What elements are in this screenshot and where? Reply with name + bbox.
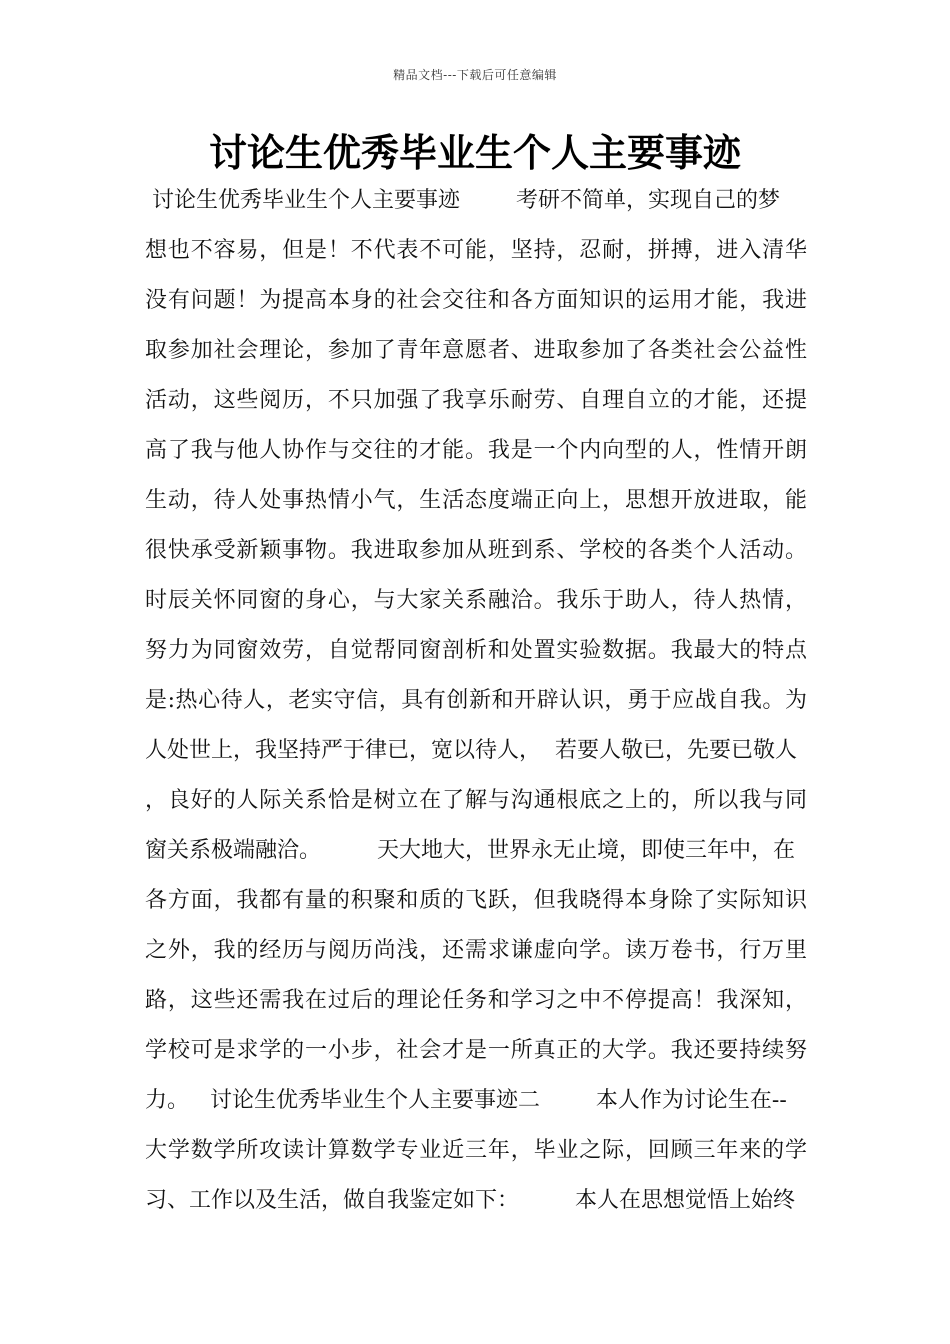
body-line: 力。 讨论生优秀毕业生个人主要事迹二 本人作为讨论生在-- <box>145 1088 787 1113</box>
body-line: 时辰关怀同窗的身心，与大家关系融洽。我乐于助人，待人热情， <box>145 588 807 613</box>
body-line: 人处世上，我坚持严于律已，宽以待人， 若要人敬已，先要已敬人 <box>145 738 797 763</box>
body-line: 窗关系极端融洽。 天大地大，世界永无止境，即使三年中，在 <box>145 838 795 863</box>
body-line: 活动，这些阅历，不只加强了我享乐耐劳、自理自立的才能，还提 <box>145 388 807 413</box>
body-line: 各方面，我都有量的积聚和质的飞跃，但我晓得本身除了实际知识 <box>145 888 807 913</box>
body-line: 没有问题！为提高本身的社会交往和各方面知识的运用才能，我进 <box>145 288 807 313</box>
body-line: 路，这些还需我在过后的理论任务和学习之中不停提高！我深知， <box>145 988 807 1013</box>
body-line: 很快承受新颖事物。我进取参加从班到系、学校的各类个人活动。 <box>145 538 807 563</box>
body-line: 大学数学所攻读计算数学专业近三年，毕业之际，回顾三年来的学 <box>145 1138 807 1163</box>
body-line: 取参加社会理论，参加了青年意愿者、进取参加了各类社会公益性 <box>145 338 807 363</box>
body-line: 讨论生优秀毕业生个人主要事迹 考研不简单，实现自己的梦 <box>145 188 780 213</box>
body-line: ，良好的人际关系恰是树立在了解与沟通根底之上的，所以我与同 <box>145 788 807 813</box>
document-title: 讨论生优秀毕业生个人主要事迹 <box>208 131 741 175</box>
body-line: 高了我与他人协作与交往的才能。我是一个内向型的人，性情开朗 <box>145 438 807 463</box>
body-line: 想也不容易，但是！不代表不可能，坚持，忍耐，拼搏，进入清华 <box>145 238 807 263</box>
body-line: 生动，待人处事热情小气，生活态度端正向上，思想开放进取，能 <box>145 488 807 513</box>
body-line: 学校可是求学的一小步，社会才是一所真正的大学。我还要持续努 <box>145 1038 807 1063</box>
body-line: 之外，我的经历与阅历尚浅，还需求谦虚向学。读万卷书，行万里 <box>145 938 807 963</box>
body-line: 努力为同窗效劳，自觉帮同窗剖析和处置实验数据。我最大的特点 <box>145 638 807 663</box>
header-note: 精品文档---下载后可任意编辑 <box>393 68 557 82</box>
body-line: 习、工作以及生活，做自我鉴定如下： 本人在思想觉悟上始终 <box>145 1188 795 1213</box>
body-line: 是:热心待人，老实守信，具有创新和开辟认识，勇于应战自我。为 <box>145 688 807 713</box>
